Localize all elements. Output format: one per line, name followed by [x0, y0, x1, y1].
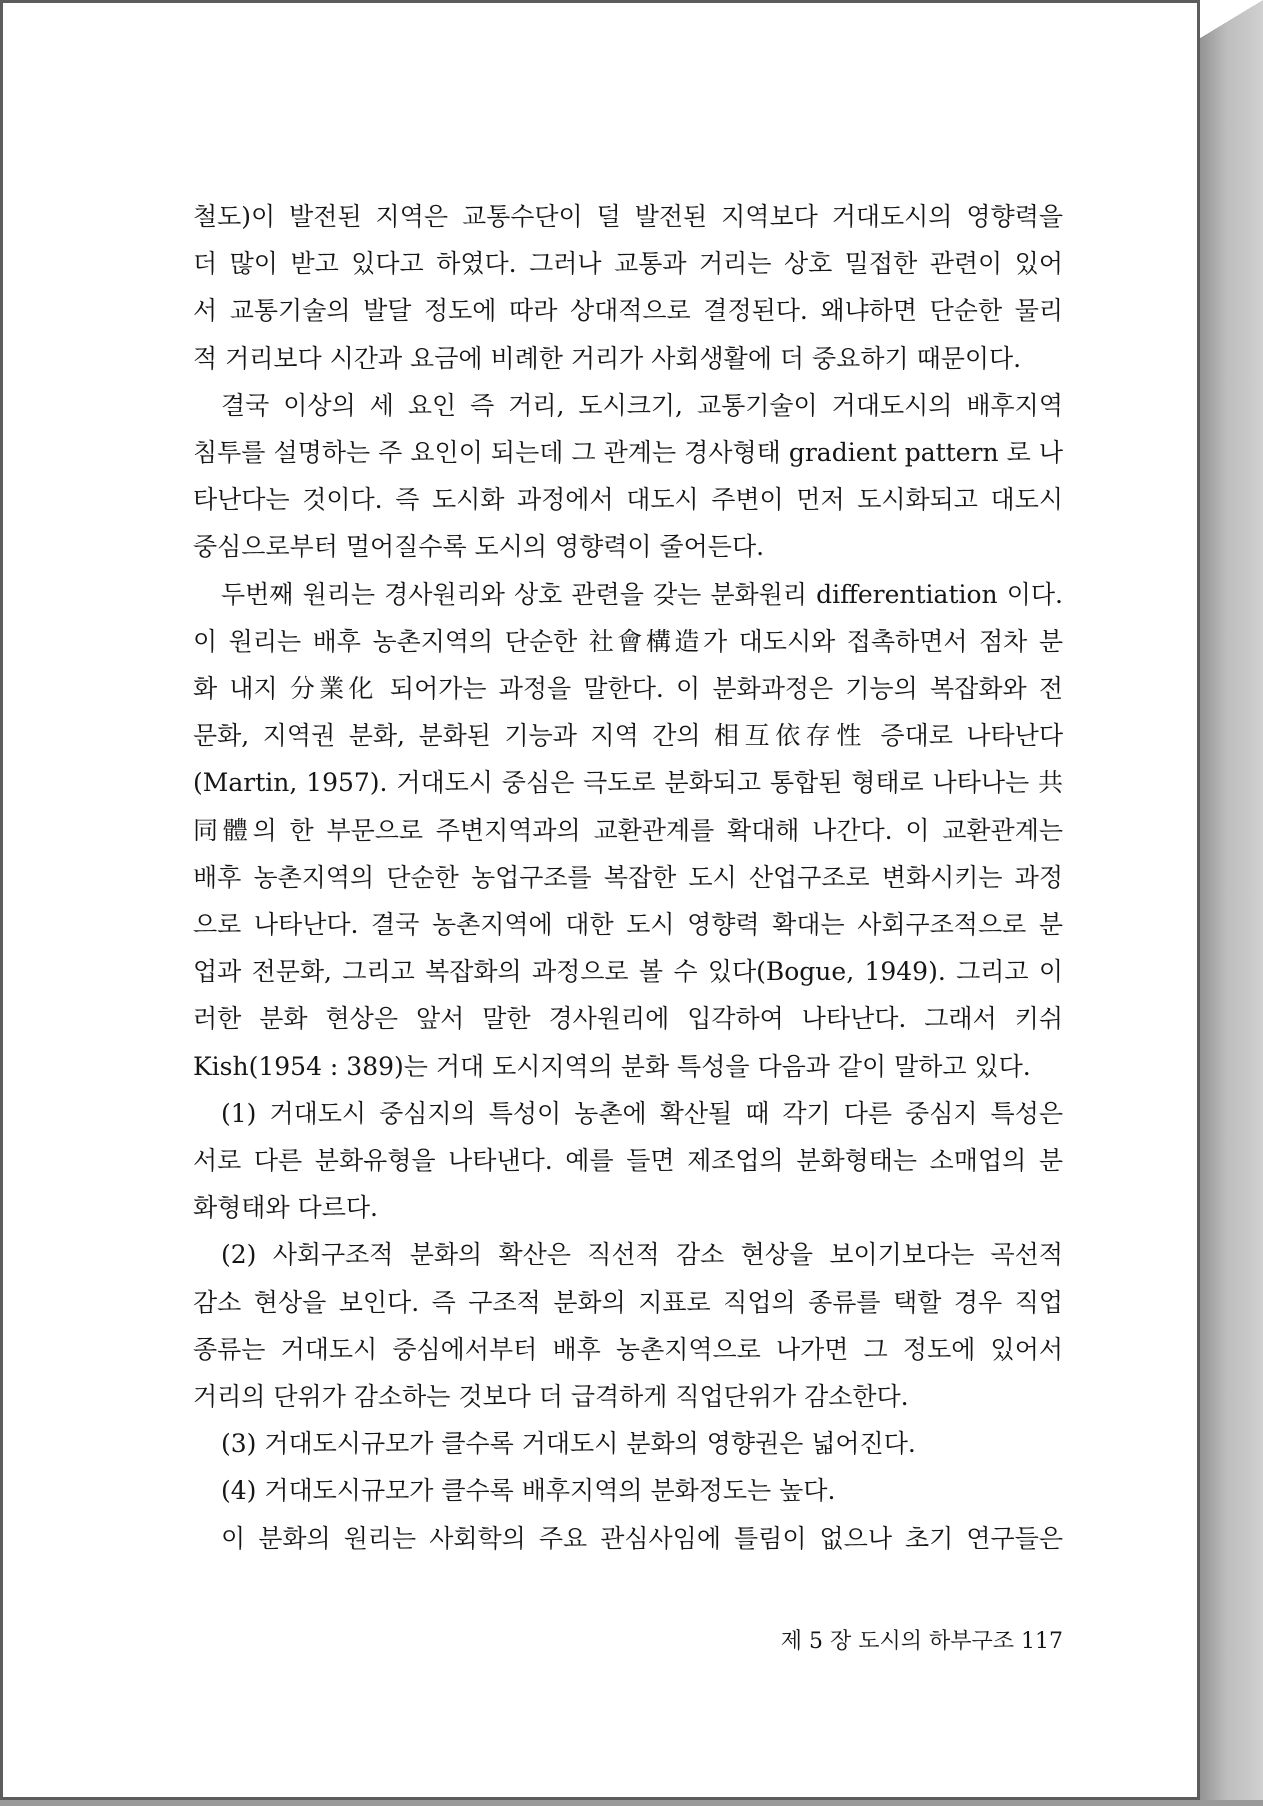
text-line: (1) 거대도시 중심지의 특성이 농촌에 확산될 때 각기 다른 중심지 특성은: [221, 1098, 1063, 1128]
text-line: 이 원리는 배후 농촌지역의 단순한 社會構造가 대도시와 접촉하면서 점차 분: [193, 626, 1063, 656]
text-line: 거리의 단위가 감소하는 것보다 더 급격하게 직업단위가 감소한다.: [193, 1382, 909, 1412]
text-line: 두번째 원리는 경사원리와 상호 관련을 갖는 분화원리 differentiation 이다.: [221, 579, 1063, 609]
text-line: 더 많이 받고 있다고 하였다. 그러나 교통과 거리는 상호 밀접한 관련이 있어: [193, 249, 1063, 279]
text-line: 철도)이 발전된 지역은 교통수단이 덜 발전된 지역보다 거대도시의 영향력을: [193, 202, 1063, 231]
text-line: 배후 농촌지역의 단순한 농업구조를 복잡한 도시 산업구조로 변화시키는 과정: [193, 862, 1063, 892]
text-line: (Martin, 1957). 거대도시 중심은 극도로 분화되고 통합된 형태로 나타나는 共: [193, 768, 1063, 798]
page-corner: [1197, 0, 1263, 40]
text-line: 으로 나타난다. 결국 농촌지역에 대한 도시 영향력 확대는 사회구조적으로 분: [193, 910, 1063, 940]
text-line: 종류는 거대도시 중심에서부터 배후 농촌지역으로 나가면 그 정도에 있어서: [193, 1334, 1063, 1364]
text-line: 업과 전문화, 그리고 복잡화의 과정으로 볼 수 있다(Bogue, 1949). 그리고 이: [193, 957, 1063, 987]
text-line: 서 교통기술의 발달 정도에 따라 상대적으로 결정된다. 왜냐하면 단순한 물리: [193, 296, 1063, 326]
text-line: 화 내지 分業化 되어가는 과정을 말한다. 이 분화과정은 기능의 복잡화와 전: [193, 674, 1063, 704]
text-line: 침투를 설명하는 주 요인이 되는데 그 관계는 경사형태 gradient pattern 로 나: [193, 438, 1063, 468]
text-line: (3) 거대도시규모가 클수록 거대도시 분화의 영향권은 넓어진다.: [221, 1429, 916, 1459]
page-footer: 제 5 장 도시의 하부구조 117: [780, 1629, 1063, 1654]
text-line: 적 거리보다 시간과 요금에 비례한 거리가 사회생활에 더 중요하기 때문이다.: [193, 343, 1022, 373]
book-bottom-shadow: [0, 1800, 1263, 1806]
text-line: 화형태와 다르다.: [193, 1193, 378, 1223]
text-line: 결국 이상의 세 요인 즉 거리, 도시크기, 교통기술이 거대도시의 배후지역: [221, 390, 1063, 420]
body-text: [193, 193, 1063, 1562]
text-line: 同體의 한 부문으로 주변지역과의 교환관계를 확대해 나간다. 이 교환관계는: [193, 815, 1063, 845]
text-line: 감소 현상을 보인다. 즉 구조적 분화의 지표로 직업의 종류를 택할 경우 직업: [193, 1287, 1063, 1317]
text-line: 문화, 지역권 분화, 분화된 기능과 지역 간의 相互依存性 증대로 나타난다: [193, 721, 1063, 751]
text-line: (4) 거대도시규모가 클수록 배후지역의 분화정도는 높다.: [221, 1476, 836, 1506]
text-line: (2) 사회구조적 분화의 확산은 직선적 감소 현상을 보이기보다는 곡선적: [221, 1240, 1063, 1270]
text-line: 이 분화의 원리는 사회학의 주요 관심사임에 틀림이 없으나 초기 연구들은: [221, 1523, 1063, 1553]
text-line: 중심으로부터 멀어질수록 도시의 영향력이 줄어든다.: [193, 532, 765, 562]
text-line: 서로 다른 분화유형을 나타낸다. 예를 들면 제조업의 분화형태는 소매업의 분: [193, 1146, 1063, 1176]
text-line: 러한 분화 현상은 앞서 말한 경사원리에 입각하여 나타난다. 그래서 키쉬: [193, 1004, 1063, 1034]
book-spine-shadow: [1197, 0, 1263, 1806]
text-line: 타난다는 것이다. 즉 도시화 과정에서 대도시 주변이 먼저 도시화되고 대도시: [193, 485, 1063, 515]
text-line: Kish(1954 : 389)는 거대 도시지역의 분화 특성을 다음과 같이 말하고 있다.: [193, 1051, 1031, 1081]
